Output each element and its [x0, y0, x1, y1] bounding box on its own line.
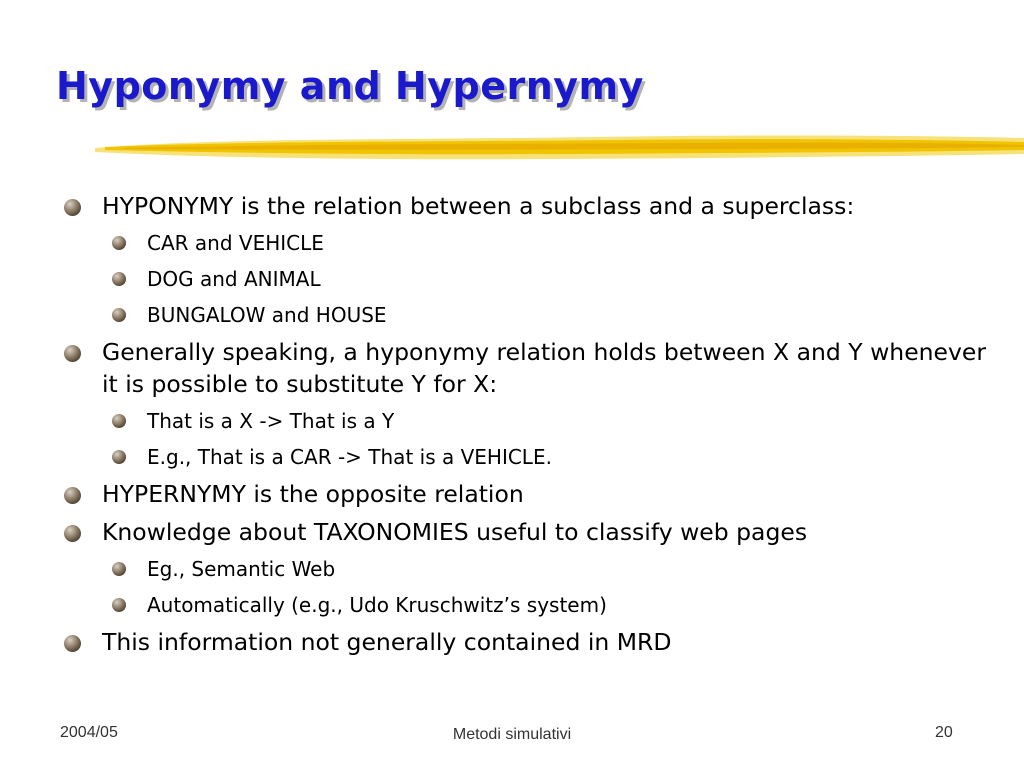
- sub-bullet-icon: [112, 414, 126, 428]
- sub-bullet-icon: [112, 272, 126, 286]
- sub-bullet-item: [64, 442, 1004, 472]
- sub-bullet-icon: [112, 236, 126, 250]
- bullet-icon: [64, 199, 81, 216]
- bullet-text: Knowledge about TAXONOMIES useful to classify web pages: [102, 518, 808, 546]
- bullet-item: [64, 478, 1004, 510]
- sub-bullet-text: Automatically (e.g., Udo Kruschwitz’s system): [147, 593, 607, 617]
- bullet-text: HYPERNYMY is the opposite relation: [102, 480, 524, 508]
- sub-bullet-icon: [112, 450, 126, 464]
- bullet-item: [64, 516, 1004, 548]
- sub-bullet-item: [64, 554, 1004, 584]
- slide-title: Hyponymy and Hypernymy: [56, 64, 644, 108]
- sub-bullet-text: DOG and ANIMAL: [147, 267, 321, 291]
- footer-date: 2004/05: [60, 724, 118, 741]
- bullet-icon: [64, 635, 81, 652]
- sub-bullet-item: [64, 228, 1004, 258]
- bullet-icon: [64, 487, 81, 504]
- sub-bullet-item: [64, 590, 1004, 620]
- bullet-icon: [64, 345, 81, 362]
- bullet-text: Generally speaking, a hyponymy relation holds between X and Y whenever it is possible to substitute Y for X:: [102, 338, 987, 398]
- sub-bullet-text: That is a X -> That is a Y: [147, 409, 395, 433]
- bullet-text: This information not generally contained in MRD: [102, 628, 672, 656]
- sub-bullet-text: BUNGALOW and HOUSE: [147, 303, 387, 327]
- bullet-text: HYPONYMY is the relation between a subclass and a superclass:: [102, 192, 855, 220]
- sub-bullet-text: Eg., Semantic Web: [147, 557, 336, 581]
- sub-bullet-icon: [112, 598, 126, 612]
- bullet-item: [64, 626, 1004, 658]
- sub-bullet-item: [64, 406, 1004, 436]
- bullet-list: [64, 184, 1004, 658]
- title-underline-swoosh: [95, 128, 1024, 166]
- slide-number: 20: [935, 724, 953, 741]
- sub-bullet-icon: [112, 562, 126, 576]
- footer-course-title: Metodi simulativi: [452, 726, 572, 743]
- bullet-item: [64, 336, 1004, 400]
- bullet-item: [64, 190, 1004, 222]
- sub-bullet-item: [64, 264, 1004, 294]
- sub-bullet-text: E.g., That is a CAR -> That is a VEHICLE.: [147, 445, 552, 469]
- bullet-icon: [64, 525, 81, 542]
- sub-bullet-text: CAR and VEHICLE: [147, 231, 324, 255]
- sub-bullet-item: [64, 300, 1004, 330]
- sub-bullet-icon: [112, 308, 126, 322]
